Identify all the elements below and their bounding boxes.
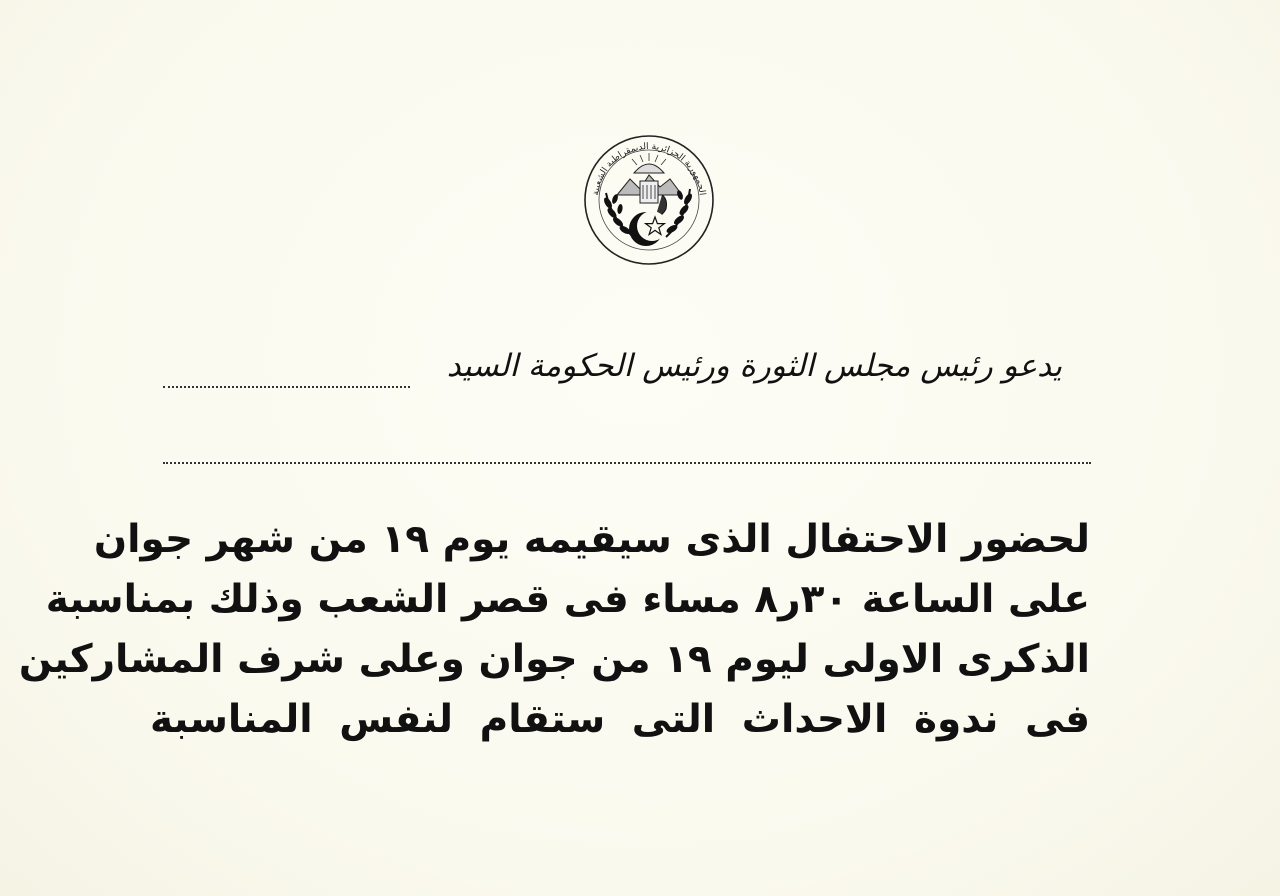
invitation-body xyxy=(18,510,1090,750)
body-line-1: لحضور الاحتفال الذى سيقيمه يوم ١٩ من شهر جوان xyxy=(93,517,1090,562)
emblem-inscription: الجمهورية الجزائرية الديمقراطية الشعبية xyxy=(591,141,707,197)
body-line-4: فى ندوة الاحداث التى ستقام لنفس المناسبة xyxy=(150,697,1090,742)
body-line-3: الذكرى الاولى ليوم ١٩ من جوان وعلى شرف المشاركين xyxy=(18,637,1090,682)
coat-of-arms-emblem xyxy=(582,133,716,267)
invitation-header-line: يدعو رئيس مجلس الثورة ورئيس الحكومة السيد xyxy=(446,348,1062,384)
guest-name-dotted-line xyxy=(163,386,410,388)
guest-continuation-dotted-line xyxy=(163,462,1091,464)
algeria-coat-of-arms-icon xyxy=(582,133,716,267)
body-line-2: على الساعة ٣٠ر٨ مساء فى قصر الشعب وذلك بمناسبة xyxy=(45,577,1090,622)
